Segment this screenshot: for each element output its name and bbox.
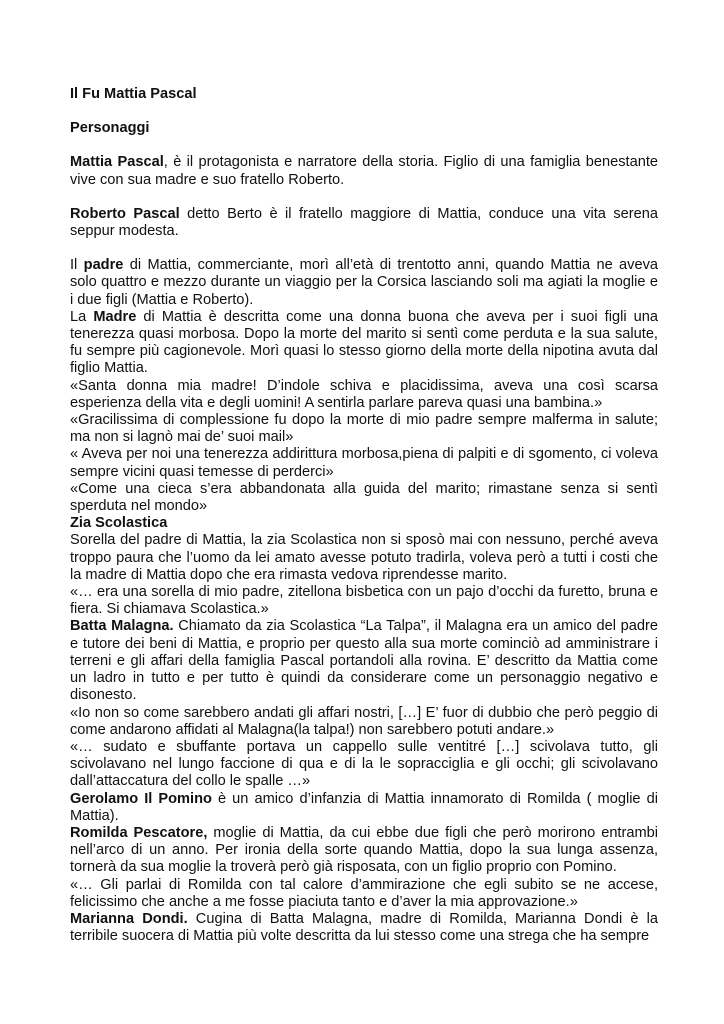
quote: «… Gli parlai di Romilda con tal calore d’ammirazione che egli subito se ne accese, felicissimo che anche a me fosse piaciuta tanto e d’aver la mia approvazione.» xyxy=(70,876,658,910)
quote: «Santa donna mia madre! D’indole schiva e placidissima, aveva una così scarsa esperienza della vita e degli uomini! A sentirla parlare pareva quasi una bambina.» xyxy=(70,377,658,411)
paragraph-text: , è il protagonista e narratore della storia. Figlio di una famiglia benestante vive con sua madre e suo fratello Roberto. xyxy=(70,154,658,188)
paragraph-text: La xyxy=(70,308,94,325)
character-name: Batta Malagna. xyxy=(70,618,174,635)
paragraph-text: moglie di Mattia, da cui ebbe due figli che però morirono entrambi nell’arco di un anno. Per ironia della sorte quando Mattia, dopo la sua lunga assenza, tornerà da sua moglie la troverà però già risposata, con un figlio proprio con Pomino. xyxy=(70,824,658,876)
section-heading: Personaggi xyxy=(70,120,150,137)
quote: «… sudato e sbuffante portava un cappello sulle ventitré […] scivolava tutto, gli scivolavano nel lungo faccione di qua e di la le sopracciglia e gli occhi; gli scivolavano dall’attaccatura del collo le spalle …» xyxy=(70,738,658,790)
document-title: Il Fu Mattia Pascal xyxy=(70,86,197,102)
paragraph-madre xyxy=(70,309,658,378)
paragraph-text: detto Berto è il fratello maggiore di Mattia, conduce una vita serena seppur modesta. xyxy=(70,205,658,240)
paragraph-text: Cugina di Batta Malagna, madre di Romilda, Marianna Dondi è la terribile suocera di Mattia più volte descritta da lui stesso come una strega che ha sempre xyxy=(70,910,659,945)
character-name: Mattia Pascal xyxy=(70,154,164,171)
quote: «Gracilissima di complessione fu dopo la morte di mio padre sempre malferma in salute; ma non si lagnò mai de’ suoi mail» xyxy=(70,412,658,446)
character-name: Romilda Pescatore, xyxy=(70,824,208,841)
character-name: padre xyxy=(83,257,124,274)
paragraph-text: di Mattia è descritta come una donna buona che aveva per i suoi figli una tenerezza quasi morbosa. Dopo la morte del marito si sentì come perduta e la sua salute, fu sempre più cagionevole. Morì quasi lo stesso giorno della morte della nipotina avuta dal figlio Mattia. xyxy=(70,308,658,377)
paragraph-zia: Sorella del padre di Mattia, la zia Scolastica non si sposò mai con nessuno, perché aveva troppo paura che l’uomo da lei amato avesse potuto tradirla, voleva però a tutti i costi che la madre di Mattia dopo che era rimasta vedova riprendesse marito. xyxy=(70,532,658,583)
character-name: Gerolamo Il Pomino xyxy=(70,790,212,807)
quote: « Aveva per noi una tenerezza addirittura morbosa,piena di palpiti e di sgomento, ci voleva sempre vicini quasi temesse di perderci» xyxy=(70,446,658,480)
character-name: Zia Scolastica xyxy=(70,515,168,532)
quote: «Come una cieca s’era abbandonata alla guida del marito; rimastane senza si sentì sperduta nel mondo» xyxy=(70,480,658,515)
quote: «Io non so come sarebbero andati gli affari nostri, […] E’ fuor di dubbio che però peggio di come andarono affidati al Malagna(la talpa!) non sarebbero potuti andare.» xyxy=(70,704,658,738)
paragraph-marianna xyxy=(70,911,658,945)
paragraph-text: Il xyxy=(70,257,84,274)
character-name: Madre xyxy=(93,308,137,325)
paragraph-mattia xyxy=(70,154,658,188)
paragraph-romilda xyxy=(70,825,658,877)
paragraph-text: è un amico d’infanzia di Mattia innamorato di Romilda ( moglie di Mattia). xyxy=(70,790,658,824)
character-name: Roberto Pascal xyxy=(70,205,180,222)
quote: «… era una sorella di mio padre, zitellona bisbetica con un pajo d’occhi da furetto, bruna e fiera. Si chiamava Scolastica.» xyxy=(70,584,658,618)
character-name: Marianna Dondi. xyxy=(70,910,188,927)
character-heading xyxy=(70,515,658,532)
paragraph-text: di Mattia, commerciante, morì all’età di trentotto anni, quando Mattia ne aveva solo quattro e mezzo durante un viaggio per la Corsica lasciando soli ma agiati la moglie e i due figli (Mattia e Roberto). xyxy=(70,257,658,308)
paragraph-text: Chiamato da zia Scolastica “La Talpa”, il Malagna era un amico del padre e tutore dei beni di Mattia, e proprio per questo alla sua morte cominciò ad amministrare i terreni e gli affari della famiglia Pascal portandoli alla rovina. E’ descritto da Mattia come un ladro in tutto e per tutto è quindi da considerare come un personaggio negativo e disonesto. xyxy=(70,618,658,704)
paragraph-roberto xyxy=(70,206,658,240)
paragraph-padre xyxy=(70,257,658,309)
paragraph-batta xyxy=(70,618,658,704)
paragraph-gerolamo xyxy=(70,791,658,825)
